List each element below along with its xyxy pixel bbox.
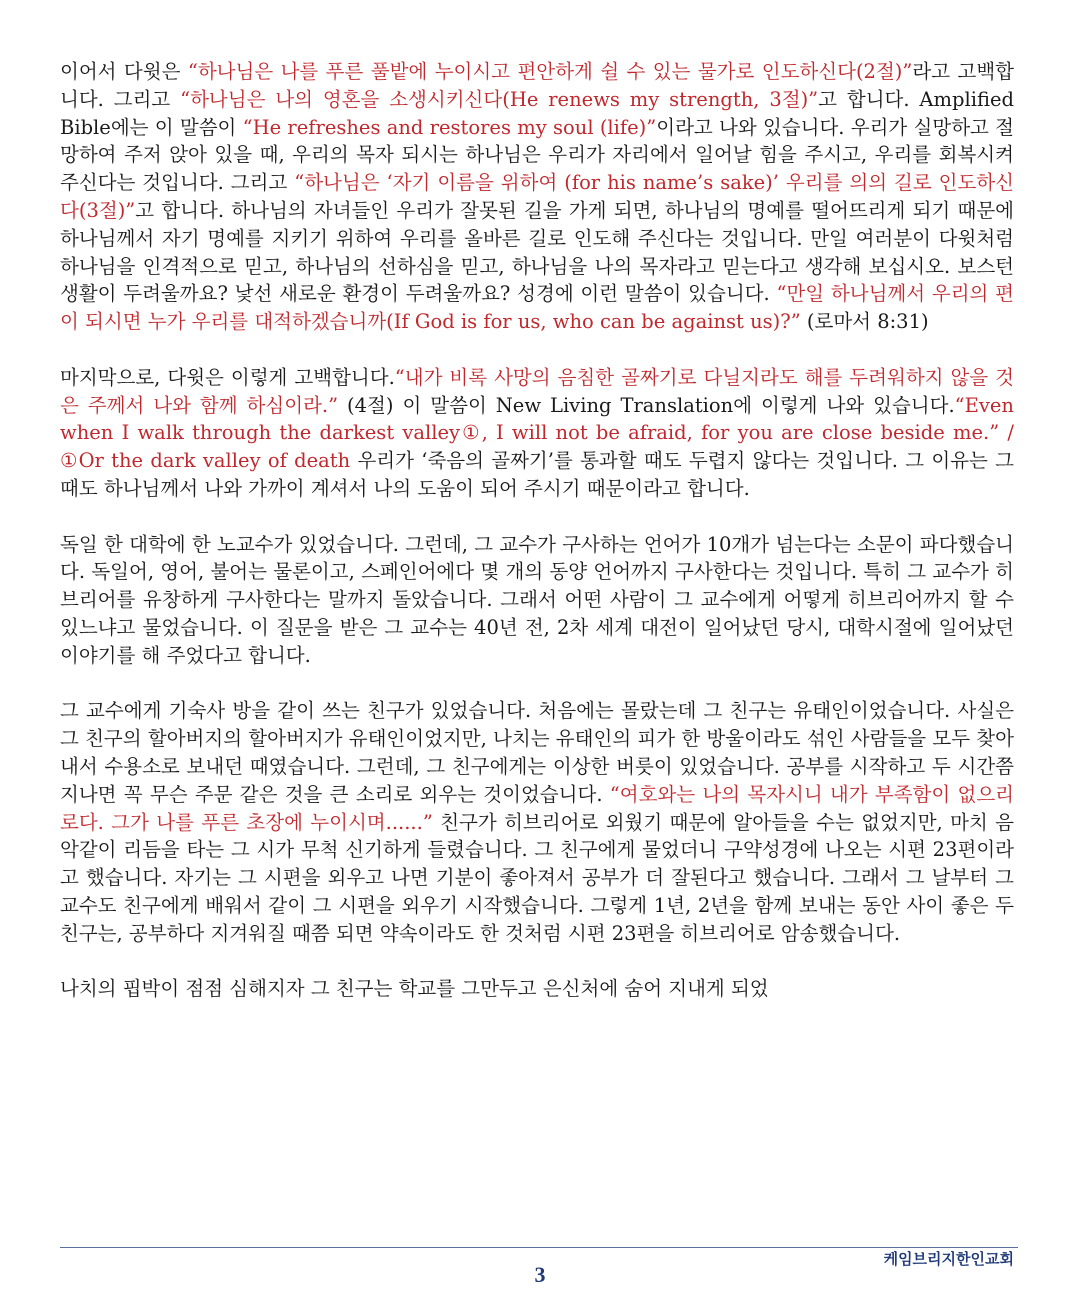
sermon-body xyxy=(60,58,1014,1003)
church-name: 케임브리지한인교회 xyxy=(883,1250,1014,1268)
paragraph-3 xyxy=(60,531,1014,670)
body-text: 나치의 핍박이 점점 심해지자 그 친구는 학교를 그만두고 은신처에 숨어 지내게 되었 xyxy=(60,977,769,1001)
page-number: 3 xyxy=(534,1262,546,1287)
body-text: 이어서 다윗은 xyxy=(60,60,188,83)
body-text: 독일 한 대학에 한 노교수가 있었습니다. 그런데, 그 교수가 구사하는 언어가 10개가 넘는다는 소문이 파다했습니다. 독일어, 영어, 불어는 물론이고, 스페인어에다 몇 개의 동양 언어까지 구사한다는 것입니다. 특히 그 교수가 히브리어를 유창하게 구사한다는 말까지 돌았습니다. 그래서 어떤 사람이 그 교수에게 어떻게 히브리어까지 할 수 있느냐고 물었습니다. 이 질문을 받은 그 교수는 40년 전, 2차 세계 대전이 일어났던 당시, 대학시절에 일어났던 이야기를 해 주었다고 합니다. xyxy=(60,532,1014,667)
body-text: 마지막으로, 다윗은 이렇게 고백합니다. xyxy=(60,365,395,389)
body-text: (로마서 8:31) xyxy=(800,310,929,334)
paragraph-4 xyxy=(60,697,1014,947)
body-text: 이라고 나와 있습니다. 우리가 실망하고 절망하여 주저 앉아 있을 때, 우리의 목자 되시는 하나님은 우리가 자리에서 일어날 힘을 주시고, 우리를 회복시켜 주신다는 것입니다. 그리고 xyxy=(60,115,1014,195)
scripture-quote: “여호와는 나의 목자시니 내가 부족함이 없으리로다. 그가 나를 푸른 초장에 누이시며......” xyxy=(60,782,1015,834)
body-text: 친구가 히브리어로 외웠기 때문에 알아들을 수는 없었지만, 마치 음악같이 리듬을 타는 그 시가 무척 신기하게 들렸습니다. 그 친구에게 물었더니 구약성경에 나오는 시편 23편이라고 했습니다. 자기는 그 시편을 외우고 나면 기분이 좋아져서 공부가 더 잘된다고 했습니다. 그래서 그 날부터 그 교수도 친구에게 배워서 같이 그 시편을 외우기 시작했습니다. 그렇게 1년, 2년을 함께 보내는 동안 사이 좋은 두 친구는, 공부하다 지겨워질 때쯤 되면 약속이라도 한 것처럼 시편 23편을 히브리어로 암송했습니다. xyxy=(60,810,1015,945)
scripture-quote: “만일 하나님께서 우리의 편이 되시면 누가 우리를 대적하겠습니까(If God is for us, who can be against us)?” xyxy=(60,282,1014,334)
body-text: 고 합니다. 하나님의 자녀들인 우리가 잘못된 길을 가게 되면, 하나님의 명예를 떨어뜨리게 되기 때문에 하나님께서 자기 명예를 지키기 위하여 우리를 올바른 길로 인도해 주신다는 것입니다. 만일 여러분이 다윗처럼 하나님을 인격적으로 믿고, 하나님의 선하심을 믿고, 하나님을 나의 목자라고 믿는다고 생각해 보십시오. 보스턴 생활이 두려울까요? 낯선 새로운 환경이 두려울까요? 성경에 이런 말씀이 있습니다. xyxy=(60,198,1014,306)
paragraph-2 xyxy=(60,364,1014,503)
paragraph-5 xyxy=(60,975,1014,1003)
scripture-quote: “내가 비록 사망의 음침한 골짜기로 다닐지라도 해를 두려워하지 않을 것은 주께서 나와 함께 하심이라.” xyxy=(60,365,1014,417)
body-text: 고 합니다. Amplified Bible에는 이 말씀이 xyxy=(60,87,1014,139)
scripture-quote: “하나님은 나를 푸른 풀밭에 누이시고 편안하게 쉴 수 있는 물가로 인도하신다(2절)” xyxy=(187,60,913,83)
scripture-quote: “하나님은 나의 영혼을 소생시키신다(He renews my strength, 3절)” xyxy=(180,87,819,111)
body-text: 우리가 ‘죽음의 골짜기’를 통과할 때도 두렵지 않다는 것입니다. 그 이유는 그 때도 하나님께서 나와 가까이 계셔서 나의 도움이 되어 주시기 때문이라고 합니다. xyxy=(60,449,1014,500)
paragraph-1 xyxy=(60,58,1014,336)
scripture-quote: “하나님은 ‘자기 이름을 위하여 (for his name’s sake)’ 우리를 의의 길로 인도하신다(3절)” xyxy=(60,171,1014,222)
body-text: 그 교수에게 기숙사 방을 같이 쓰는 친구가 있었습니다. 처음에는 몰랐는데 그 친구는 유태인이었습니다. 사실은 그 친구의 할아버지의 할아버지가 유태인이었지만, 나치는 유태인의 피가 한 방울이라도 섞인 사람들을 모두 찾아내서 수용소로 보내던 때였습니다. 그런데, 그 친구에게는 이상한 버릇이 있었습니다. 공부를 시작하고 두 시간쯤 지나면 꼭 무슨 주문 같은 것을 큰 소리로 외우는 것이었습니다. xyxy=(60,699,1014,806)
body-text: (4절) 이 말씀이 New Living Translation에 이렇게 나와 있습니다. xyxy=(338,393,955,417)
scripture-quote: “He refreshes and restores my soul (life)” xyxy=(242,115,657,139)
scripture-quote: “Even when I walk through the darkest valley①, I will not be afraid, for you are close beside me.” / ①Or the dark valley of death xyxy=(60,393,1014,473)
body-text: 라고 고백합니다. 그리고 xyxy=(60,60,1014,111)
footer-divider xyxy=(60,1247,1018,1248)
